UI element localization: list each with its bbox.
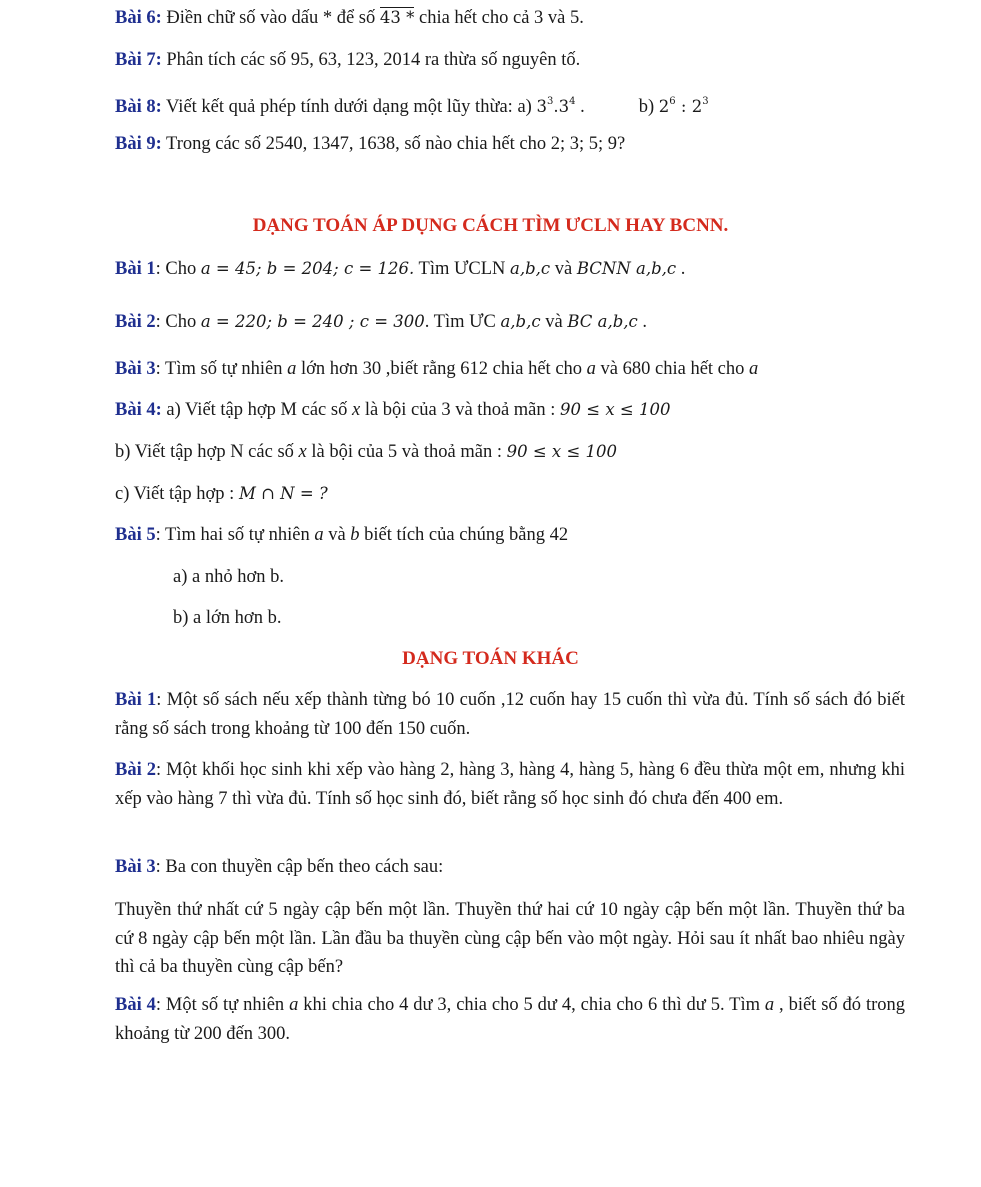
- gcd-exercise-5-a: a) a nhỏ hơn b.: [173, 567, 284, 587]
- variable: a: [586, 359, 596, 379]
- math-expression: M ∩ N = ?: [238, 484, 328, 503]
- variable: a: [749, 359, 759, 379]
- power-base: 3: [558, 97, 570, 116]
- other-exercise-2: [115, 756, 905, 813]
- power-exponent: 3: [702, 96, 709, 107]
- exercise-text: và: [550, 259, 577, 279]
- math-expression: a,b,c: [500, 312, 541, 331]
- variable: a: [287, 359, 297, 379]
- gcd-exercise-4-b: [115, 440, 905, 464]
- math-operator: :: [675, 97, 692, 116]
- exercise-label: Bài 2: [115, 760, 156, 780]
- exercise-text: : Một khối học sinh khi xếp vào hàng 2, hàng 3, hàng 4, hàng 5, hàng 6 đều thừa một em, nhưng khi xếp vào hàng 7 thì vừa đủ. Tính số học sinh đó, biết rằng số học sinh đó chưa đến 400 em.: [115, 760, 905, 809]
- math-expression: BC a,b,c: [567, 312, 638, 331]
- math-dot: .: [553, 97, 559, 116]
- exercise-text: là bội của 3 và thoả mãn :: [360, 400, 561, 420]
- variable: x: [351, 400, 361, 420]
- math-expression: 90 ≤ x ≤ 100: [560, 400, 671, 419]
- exercise-text: lớn hơn 30 ,biết rằng 612 chia hết cho: [296, 359, 587, 379]
- gcd-exercise-3: [115, 357, 905, 381]
- gcd-exercise-5-b: b) a lớn hơn b.: [173, 608, 282, 628]
- exercise-label: Bài 1: [115, 259, 156, 279]
- exercise-8: [115, 90, 905, 119]
- exercise-text: và: [540, 312, 568, 332]
- other-exercise-4: [115, 991, 905, 1048]
- exercise-text: Phân tích các số 95, 63, 123, 2014 ra thừa số nguyên tố.: [161, 50, 581, 70]
- exercise-text: chia hết cho cả 3 và 5.: [414, 8, 584, 28]
- exercise-text: : Cho: [155, 259, 201, 279]
- exercise-text: : Ba con thuyền cập bến theo cách sau:: [155, 857, 444, 877]
- math-expression: a = 220; b = 240 ; c = 300: [200, 312, 425, 331]
- exercise-text: biết tích của chúng bằng 42: [359, 525, 569, 545]
- section-heading-gcd-lcm: DẠNG TOÁN ÁP DỤNG CÁCH TÌM ƯCLN HAY BCNN.: [252, 215, 729, 236]
- exercise-text: : Cho: [155, 312, 201, 332]
- exercise-7: [115, 48, 905, 72]
- exercise-text: Trong các số 2540, 1347, 1638, số nào chia hết cho 2; 3; 5; 9?: [161, 134, 626, 154]
- exercise-label: Bài 6:: [115, 8, 162, 28]
- other-exercise-1: [115, 686, 905, 743]
- exercise-9: [115, 132, 905, 156]
- power-exponent: 4: [569, 96, 576, 107]
- variable: x: [298, 442, 307, 462]
- exercise-text: Tìm ƯCLN: [414, 259, 510, 279]
- section-heading-other: DẠNG TOÁN KHÁC: [402, 648, 579, 669]
- exercise-text: Viết kết quả phép tính dưới dạng một lũy thừa: a): [161, 97, 537, 117]
- exercise-label: Bài 9:: [115, 134, 162, 154]
- power-base: 2: [691, 97, 703, 116]
- exercise-text: : Một số sách nếu xếp thành từng bó 10 cuốn ,12 cuốn hay 15 cuốn thì vừa đủ. Tính số sách đó biết rằng số sách trong khoảng từ 100 đến 150 cuốn.: [115, 690, 905, 739]
- exercise-text: b) Viết tập hợp N các số: [115, 442, 299, 462]
- exercise-text: : Một số tự nhiên: [155, 995, 290, 1015]
- exercise-label: Bài 4:: [115, 400, 162, 420]
- gcd-exercise-4-a: [115, 398, 905, 422]
- exercise-text: Điền chữ số vào dấu * để số: [161, 8, 380, 28]
- variable: b: [350, 525, 360, 545]
- variable: a: [764, 995, 775, 1015]
- exercise-text: là bội của 5 và thoả mãn :: [306, 442, 507, 462]
- exercise-label: Bài 3: [115, 857, 156, 877]
- exercise-6: [115, 6, 905, 30]
- exercise-label: Bài 1: [115, 690, 157, 710]
- exercise-text: . Tìm ƯC: [424, 312, 501, 332]
- exercise-label: Bài 7:: [115, 50, 162, 70]
- exercise-text: : Tìm hai số tự nhiên: [155, 525, 315, 545]
- exercise-label: Bài 3: [115, 359, 156, 379]
- overlined-number: 43 *: [379, 8, 415, 27]
- other-exercise-3: [115, 853, 905, 882]
- exercise-label: Bài 8:: [115, 97, 162, 117]
- exercise-text: , biết số đó trong khoảng từ 200 đến 300.: [115, 995, 906, 1044]
- exercise-text: và 680 chia hết cho: [595, 359, 750, 379]
- variable: a: [314, 525, 324, 545]
- gcd-exercise-4-c: [115, 482, 905, 506]
- gcd-exercise-2: [115, 310, 905, 334]
- exercise-text: .: [676, 259, 686, 279]
- exercise-text: a) Viết tập hợp M các số: [161, 400, 352, 420]
- gcd-exercise-5: [115, 523, 905, 547]
- exercise-text: và: [323, 525, 351, 545]
- power-exponent: 3: [546, 96, 554, 107]
- exercise-text: : Tìm số tự nhiên: [155, 359, 288, 379]
- power-base: 2: [658, 97, 670, 116]
- math-expression: a,b,c: [510, 259, 551, 278]
- power-base: 3: [536, 97, 547, 116]
- exercise-label: Bài 2: [115, 312, 156, 332]
- gcd-exercise-1: [115, 257, 905, 281]
- variable: a: [289, 995, 299, 1015]
- math-expression: a = 45; b = 204; c = 126.: [200, 259, 415, 278]
- math-expression: BCNN a,b,c: [576, 259, 677, 278]
- other-exercise-3-paragraph: Thuyền thứ nhất cứ 5 ngày cập bến một lần. Thuyền thứ hai cứ 10 ngày cập bến một lần. Thuyền thứ ba cứ 8 ngày cập bến một lần. Lần đầu ba thuyền cùng cập bến vào một ngày. Hỏi sau ít nhất bao nhiêu ngày thì cả ba thuyền cùng cập bến?: [115, 900, 905, 977]
- exercise-label: Bài 5: [115, 525, 156, 545]
- exercise-text: c) Viết tập hợp :: [115, 484, 239, 504]
- exercise-text: khi chia cho 4 dư 3, chia cho 5 dư 4, chia cho 6 thì dư 5. Tìm: [298, 995, 765, 1015]
- exercise-label: Bài 4: [115, 995, 156, 1015]
- math-expression: 90 ≤ x ≤ 100: [506, 442, 618, 461]
- exercise-text: .: [575, 97, 585, 117]
- power-exponent: 6: [669, 96, 676, 107]
- exercise-text: .: [637, 312, 648, 332]
- exercise-text: b): [638, 97, 659, 117]
